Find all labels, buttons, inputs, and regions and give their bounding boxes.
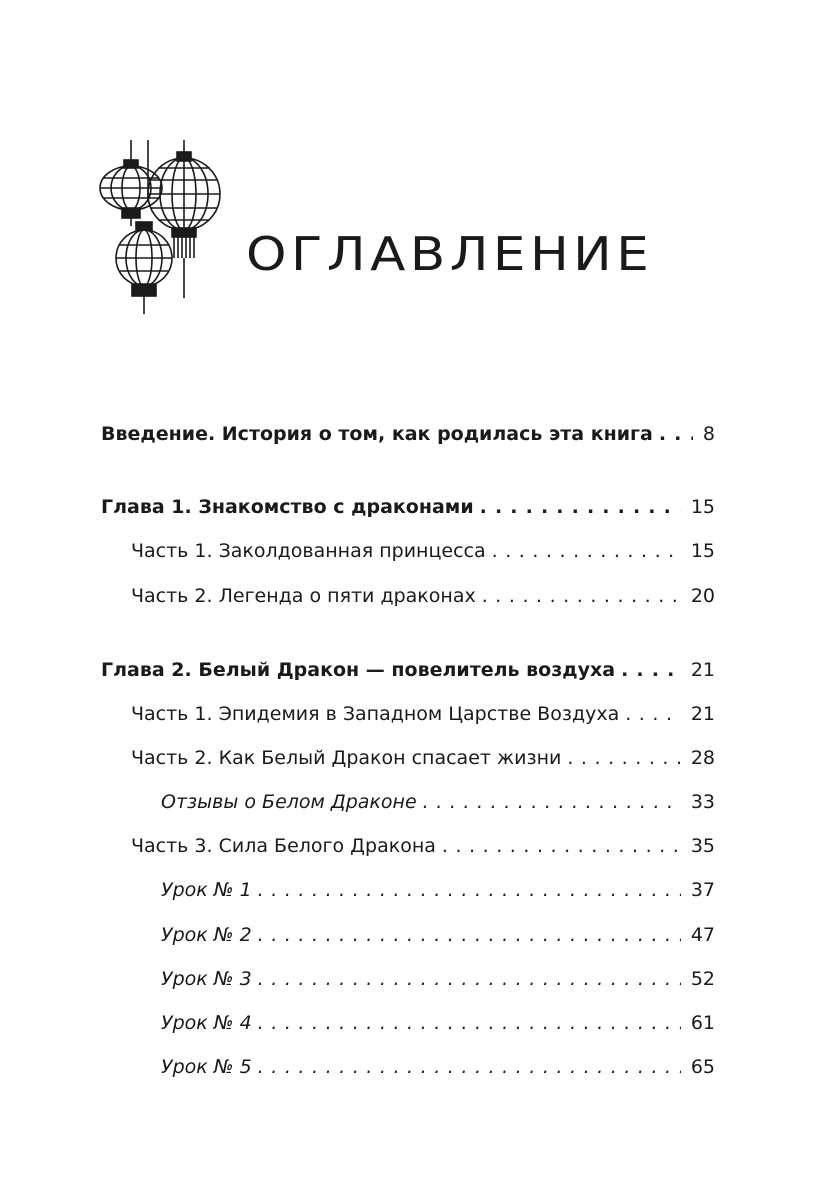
toc-entry-page: 61 bbox=[690, 1012, 715, 1034]
dot-leader bbox=[659, 422, 693, 446]
dot-leader bbox=[258, 1055, 681, 1079]
toc-entry-label: Глава 1. Знакомство с драконами bbox=[101, 496, 474, 518]
toc-entry-label: Введение. История о том, как родилась эта книга bbox=[101, 423, 653, 445]
toc-entry-ch2-part-2[interactable] bbox=[131, 746, 715, 770]
toc-entry-label: Урок № 5 bbox=[161, 1056, 252, 1078]
dot-leader bbox=[625, 702, 681, 726]
dot-leader bbox=[258, 1011, 681, 1035]
toc-entry-page: 33 bbox=[690, 791, 715, 813]
toc-entry-reviews[interactable] bbox=[161, 790, 715, 814]
toc-entry-lesson-5[interactable] bbox=[161, 1055, 715, 1079]
toc-entry-chapter-2[interactable] bbox=[101, 658, 715, 682]
toc-entry-page: 35 bbox=[690, 835, 715, 857]
dot-leader bbox=[258, 878, 681, 902]
toc-entry-page: 52 bbox=[690, 968, 715, 990]
dot-leader bbox=[492, 539, 681, 563]
toc-entry-chapter-1[interactable] bbox=[101, 495, 715, 519]
dot-leader bbox=[258, 967, 681, 991]
toc-entry-lesson-4[interactable] bbox=[161, 1011, 715, 1035]
toc-entry-label: Часть 2. Как Белый Дракон спасает жизни bbox=[131, 747, 562, 769]
toc-entry-page: 65 bbox=[690, 1056, 715, 1078]
toc-entry-ch1-part-2[interactable] bbox=[131, 584, 715, 608]
toc-entry-label: Урок № 4 bbox=[161, 1012, 252, 1034]
dot-leader bbox=[567, 746, 680, 770]
toc-entry-lesson-2[interactable] bbox=[161, 923, 715, 947]
toc-entry-page: 37 bbox=[690, 879, 715, 901]
toc-entry-introduction[interactable] bbox=[101, 422, 715, 446]
toc-entry-page: 8 bbox=[702, 423, 715, 445]
toc-entry-lesson-3[interactable] bbox=[161, 967, 715, 991]
toc-entry-page: 28 bbox=[690, 747, 715, 769]
dot-leader bbox=[480, 495, 681, 519]
toc-entry-page: 21 bbox=[690, 703, 715, 725]
toc-entry-page: 15 bbox=[690, 540, 715, 562]
page-title: ОГЛАВЛЕНИЕ bbox=[246, 226, 654, 281]
toc-entry-label: Часть 1. Заколдованная принцесса bbox=[131, 540, 486, 562]
toc-entry-label: Глава 2. Белый Дракон — повелитель воздуха bbox=[101, 659, 616, 681]
toc-entry-label: Урок № 2 bbox=[161, 924, 252, 946]
toc-entry-ch2-part-3[interactable] bbox=[131, 834, 715, 858]
dot-leader bbox=[423, 790, 681, 814]
toc-entry-label: Урок № 3 bbox=[161, 968, 252, 990]
toc-entry-ch1-part-1[interactable] bbox=[131, 539, 715, 563]
toc-entry-label: Часть 2. Легенда о пяти драконах bbox=[131, 585, 476, 607]
toc-entry-page: 15 bbox=[690, 496, 715, 518]
toc-entry-label: Отзывы о Белом Драконе bbox=[161, 791, 417, 813]
toc-entry-ch2-part-1[interactable] bbox=[131, 702, 715, 726]
toc-entry-label: Часть 1. Эпидемия в Западном Царстве Воздуха bbox=[131, 703, 620, 725]
dot-leader bbox=[258, 923, 681, 947]
toc-entry-label: Часть 3. Сила Белого Дракона bbox=[131, 835, 436, 857]
dot-leader bbox=[482, 584, 681, 608]
toc-entry-label: Урок № 1 bbox=[161, 879, 252, 901]
toc-entry-lesson-1[interactable] bbox=[161, 878, 715, 902]
toc-entry-page: 21 bbox=[690, 659, 715, 681]
dot-leader bbox=[442, 834, 681, 858]
toc-entry-page: 20 bbox=[690, 585, 715, 607]
dot-leader bbox=[621, 658, 681, 682]
toc-entry-page: 47 bbox=[690, 924, 715, 946]
